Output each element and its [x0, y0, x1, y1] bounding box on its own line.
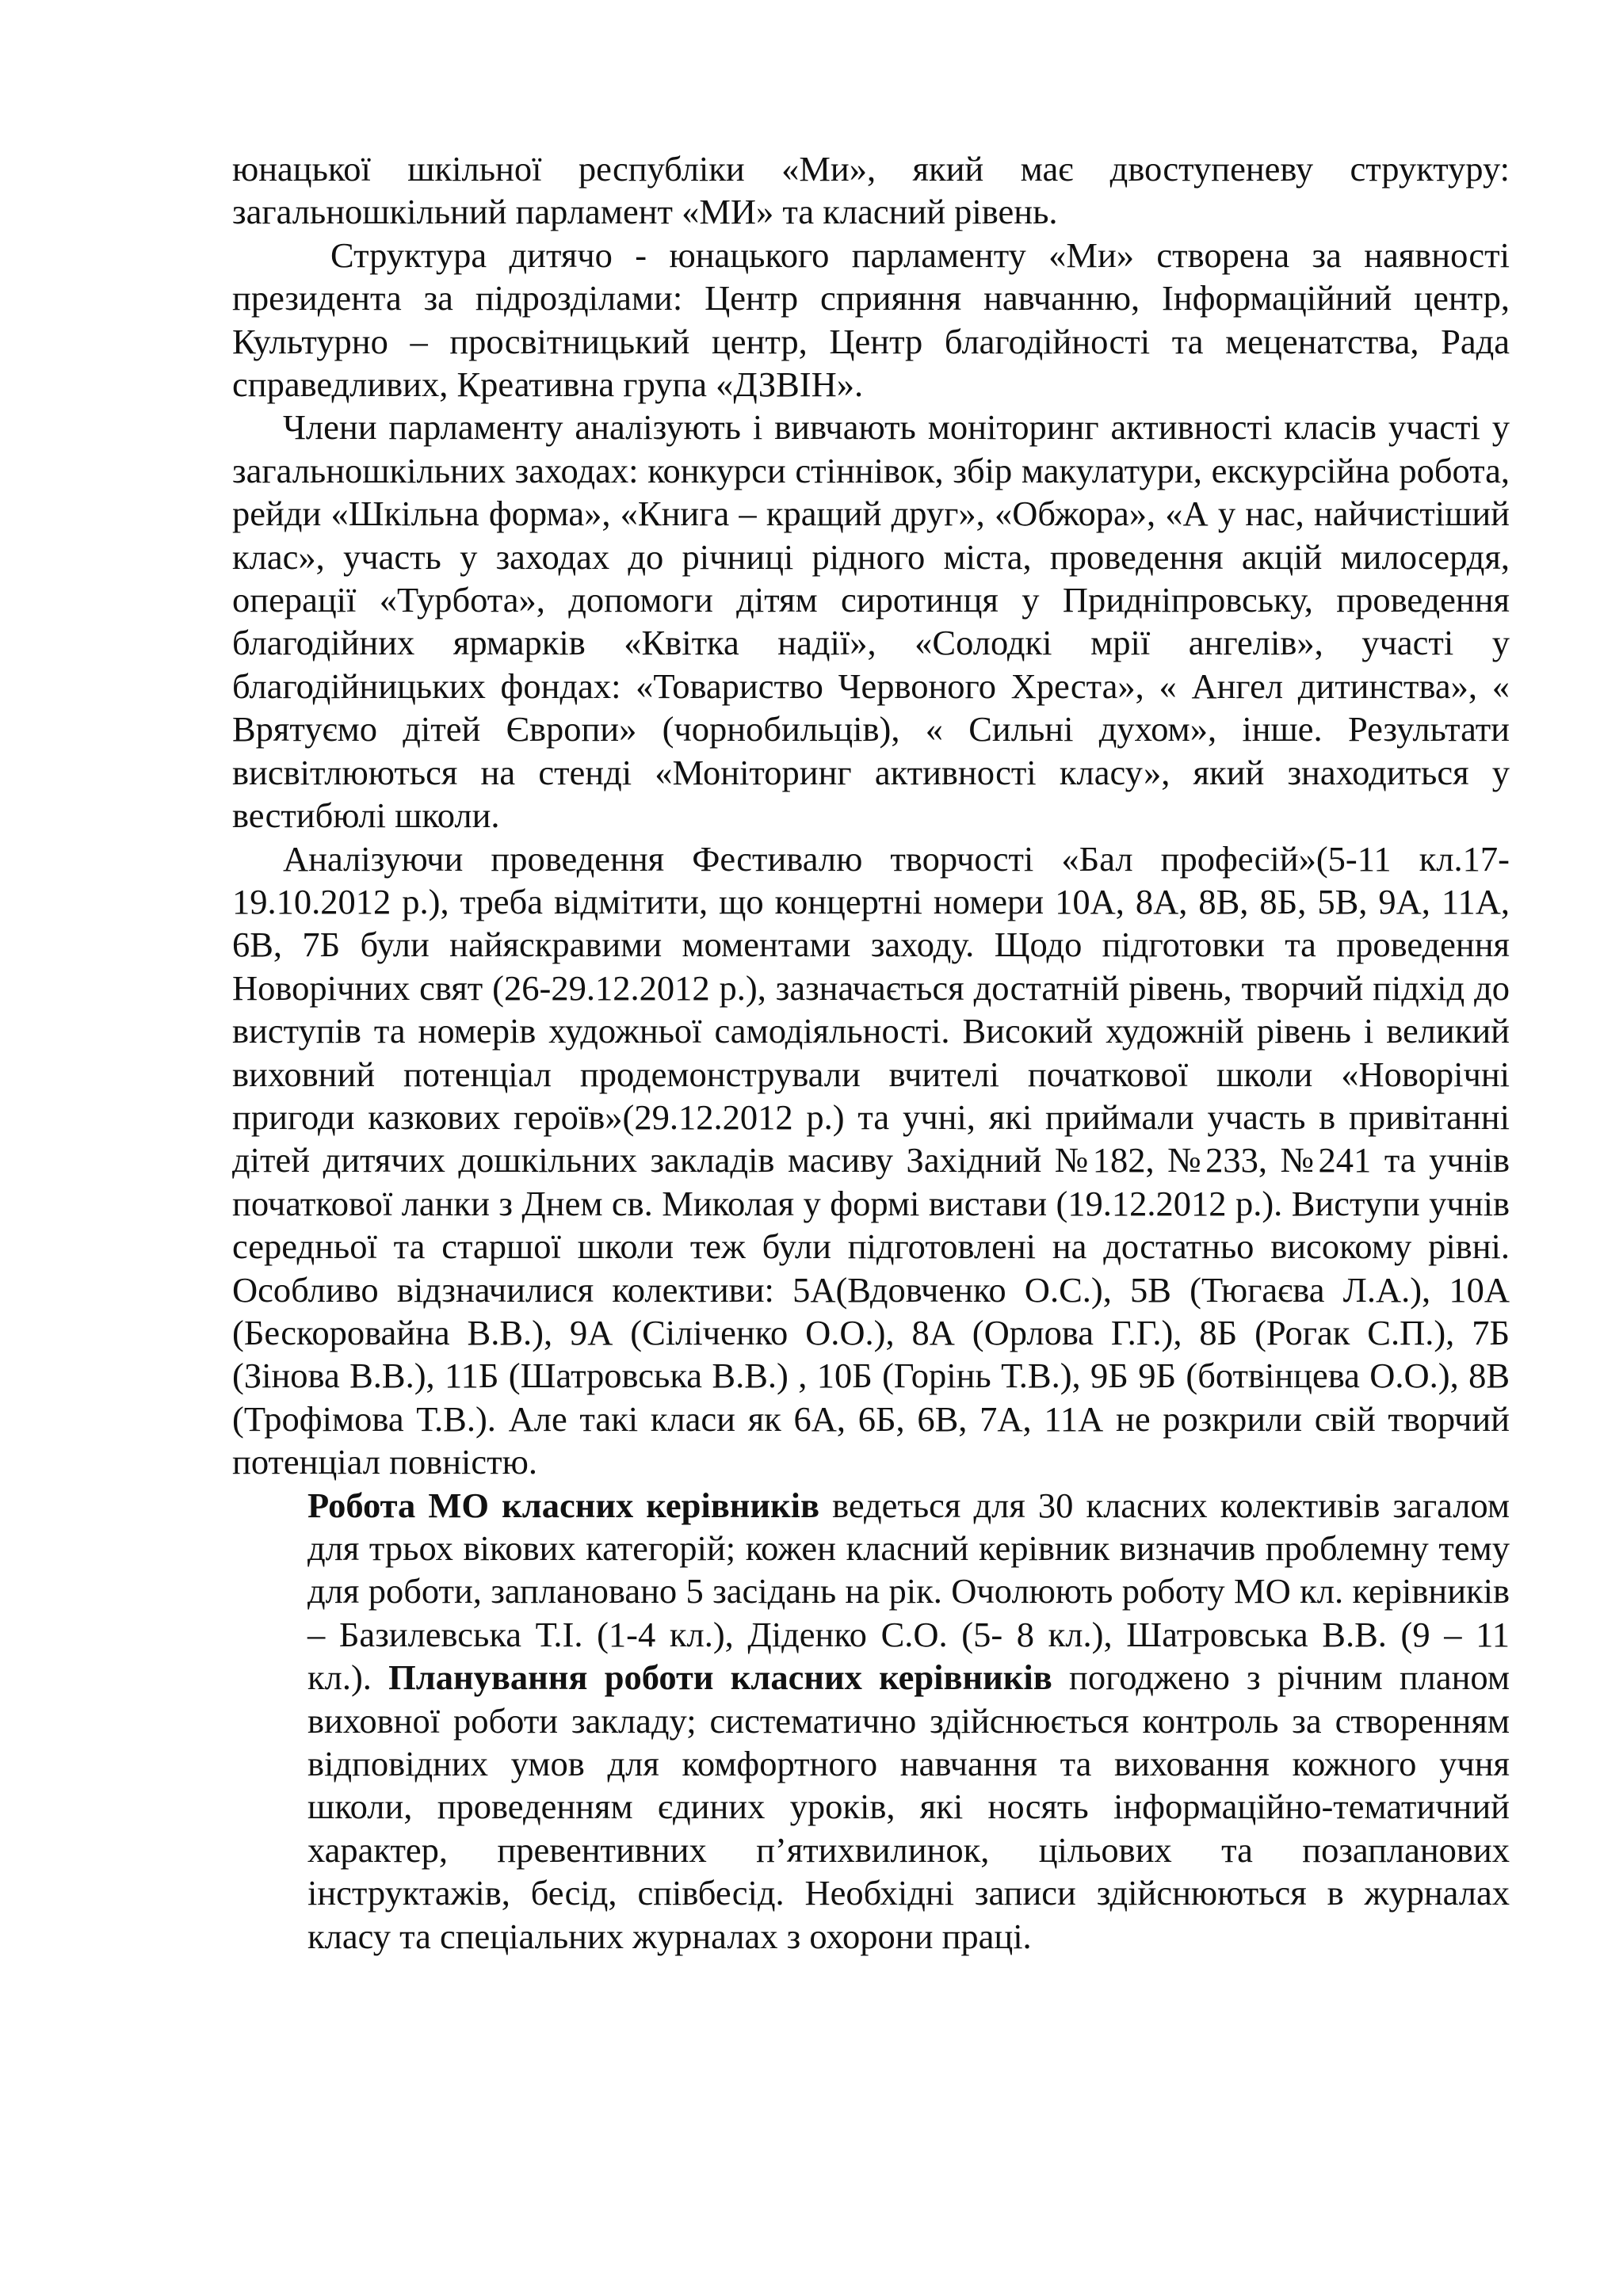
- paragraph-text-planning: погоджено з річним планом виховної роботи закладу; систематично здійснюється контроль за створенням відповідних умов для комфортного навчання та виховання кожного учня школи, проведенням єдиних уроків, які носять інформаційно-тематичний характер, превентивних п’ятихвилинок, цільових та позапланових інструктажів, бесід, співбесід. Необхідні записи здійснюються в журналах класу та спеціальних журналах з охорони праці.: [307, 1657, 1510, 1956]
- paragraph-mo-class-teachers: [307, 1484, 1510, 1958]
- paragraph-parliament-departments: Структура дитячо - юнацького парламенту «Ми» створена за наявності президента за підрозділами: Центр сприяння навчанню, Інформаційний центр, Культурно – просвітницький центр, Центр благодійності та меценатства, Рада справедливих, Креативна група «ДЗВІН».: [232, 235, 1510, 405]
- document-page: [232, 147, 1510, 1958]
- bold-heading-mo-work: Робота МО класних керівників: [307, 1485, 820, 1525]
- paragraph-parliament-structure: юнацької шкільної республіки «Ми», який має двоступеневу структуру: загальношкільний парламент «МИ» та класний рівень.: [232, 149, 1510, 232]
- paragraph-festival-analysis: Аналізуючи проведення Фестивалю творчості «Бал професій»(5-11 кл.17-19.10.2012 р.), треба відмітити, що концертні номери 10А, 8А, 8В, 8Б, 5В, 9А, 11А, 6В, 7Б були найяскравими моментами заходу. Щодо підготовки та проведення Новорічних свят (26-29.12.2012 р.), зазначається достатній рівень, творчий підхід до виступів та номерів художньої самодіяльності. Високий художній рівень і великий виховний потенціал продемонстрували вчителі початкової школи «Новорічні пригоди казкових героїв»(29.12.2012 р.) та учні, які приймали участь в привітанні дітей дитячих дошкільних закладів масиву Західний №182, №233, №241 та учнів початкової ланки з Днем св. Миколая у формі вистави (19.12.2012 р.). Виступи учнів середньої та старшої школи теж були підготовлені на достатньо високому рівні. Особливо відзначилися колективи: 5А(Вдовченко О.С.), 5В (Тюгаєва Л.А.), 10А (Бескоровайна В.В.), 9А (Сіліченко О.О.), 8А (Орлова Г.Г.), 8Б (Рогак С.П.), 7Б (Зінова В.В.), 11Б (Шатровська В.В.) , 10Б (Горінь Т.В.), 9Б 9Б (ботвінцева О.О.), 8В (Трофімова Т.В.). Але такі класи як 6А, 6Б, 6В, 7А, 11А не розкрили свій творчий потенціал повністю.: [232, 838, 1510, 1482]
- bold-heading-planning: Планування роботи класних керівників: [388, 1657, 1052, 1698]
- paragraph-class-activity-monitoring: Члени парламенту аналізують і вивчають моніторинг активності класів участі у загальношкільних заходах: конкурси стіннівок, збір макулатури, екскурсійна робота, рейди «Шкільна форма», «Книга – кращий друг», «Обжора», «А у нас, найчистіший клас», участь у заходах до річниці рідного міста, проведення акцій милосердя, операції «Турбота», допомоги дітям сиротинця у Придніпровську, проведення благодійних ярмарків «Квітка надії», «Солодкі мрії ангелів», участі у благодійницьких фондах: «Товариство Червоного Хреста», « Ангел дитинства», « Врятуємо дітей Європи» (чорнобильців), « Сильні духом», інше. Результати висвітлюються на стенді «Моніторинг активності класу», який знаходиться у вестибюлі школи.: [232, 407, 1510, 836]
- paragraph-text-mo-work: ведеться для 30 класних колективів загалом для трьох вікових категорій; кожен класний керівник визначив проблемну тему для роботи, заплановано 5 засідань на рік. Очолюють роботу МО кл. керівників – Базилевська Т.І. (1-4 кл.), Діденко С.О. (5- 8 кл.), Шатровська В.В. (9 – 11 кл.).: [307, 1485, 1510, 1698]
